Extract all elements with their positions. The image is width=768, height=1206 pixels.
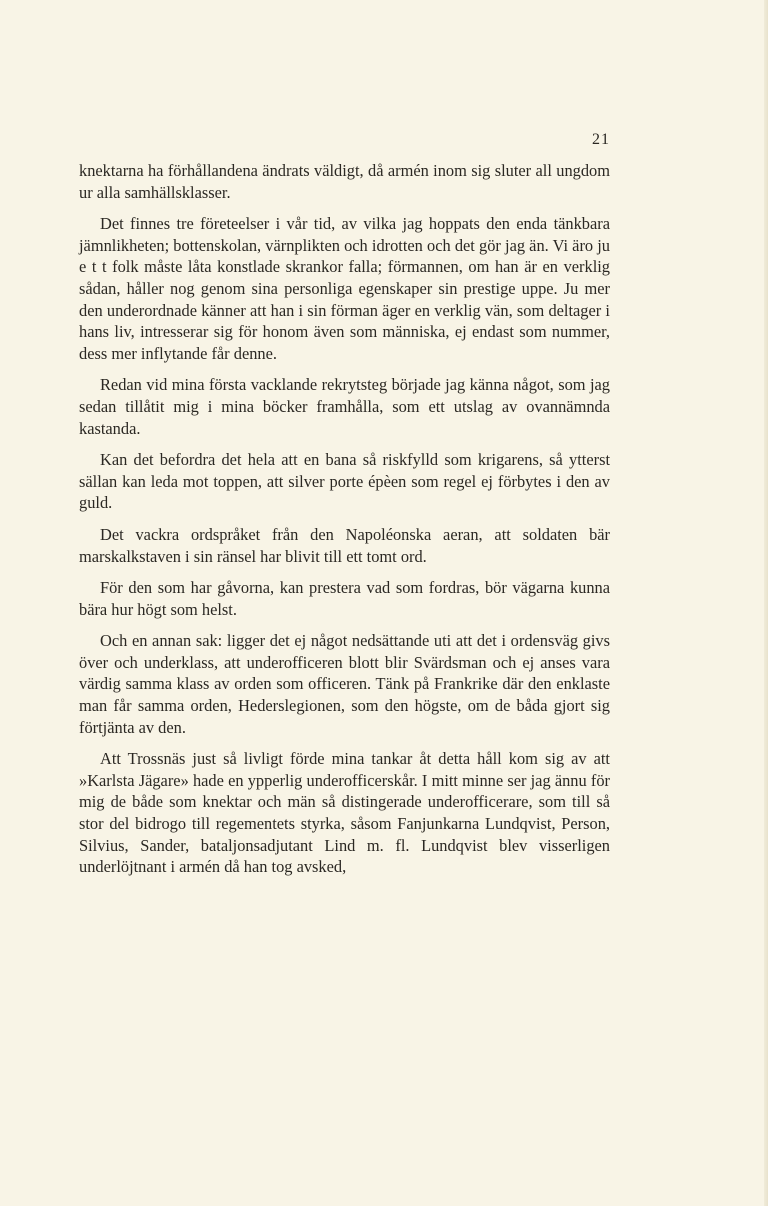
paragraph-7: Och en annan sak: ligger det ej något nedsättande uti att det i ordensväg givs över och underklass, att underofficeren blott blir Svärdsman och ej anses vara värdig samma klass av orden som officeren. Tänk på Frankrike där den enklaste man får samma orden, Hederslegionen, som den högste, om de båda gjort sig förtjänta av den. [79,631,610,737]
paragraph-4: Kan det befordra det hela att en bana så riskfylld som krigarens, så ytterst sällan kan leda mot toppen, att silver porte épèen som regel ej förbytes i den av guld. [79,450,610,513]
paragraph-3: Redan vid mina första vacklande rekrytsteg började jag känna något, som jag sedan tillåtit mig i mina böcker framhålla, som ett utslag av ovannämnda kastanda. [79,375,610,438]
paragraph-6: För den som har gåvorna, kan prestera vad som fordras, bör vägarna kunna bära hur högt som helst. [79,578,610,619]
paragraph-2: Det finnes tre företeelser i vår tid, av vilka jag hoppats den enda tänkbara jämnlikheten; bottenskolan, värnplikten och idrotten och det gör jag än. Vi äro ju e t t folk måste låta konstlade skrankor falla; förmannen, om han är en verklig sådan, håller nog genom sina personliga egenskaper sin prestige uppe. Ju mer den underordnade känner att han i sin förman äger en verklig vän, som deltager i hans liv, intresserar sig för honom även som människa, ej endast som nummer, dess mer inflytande får denne. [79,214,610,363]
page-number: 21 [592,131,610,148]
body-text [79,160,610,888]
paragraph-5: Det vackra ordspråket från den Napoléonska aeran, att soldaten bär marskalkstaven i sin ränsel har blivit till ett tomt ord. [79,524,610,566]
paragraph-8: Att Trossnäs just så livligt förde mina tankar åt detta håll kom sig av att »Karlsta Jägare» hade en ypperlig underofficerskår. I mitt minne ser jag ännu för mig de både som knektar och män så distingerade underofficerare, som till så stor del bidrogo till regementets styrka, såsom Fanjunkarna Lundqvist, Person, Silvius, Sander, bataljonsadjutant Lind m. fl. Lundqvist blev visserligen underlöjtnant i armén då han tog avsked, [79,749,610,877]
page-edge [764,0,768,1206]
paragraph-1: knektarna ha förhållandena ändrats väldigt, då armén inom sig sluter all ungdom ur alla samhällsklasser. [79,161,610,202]
